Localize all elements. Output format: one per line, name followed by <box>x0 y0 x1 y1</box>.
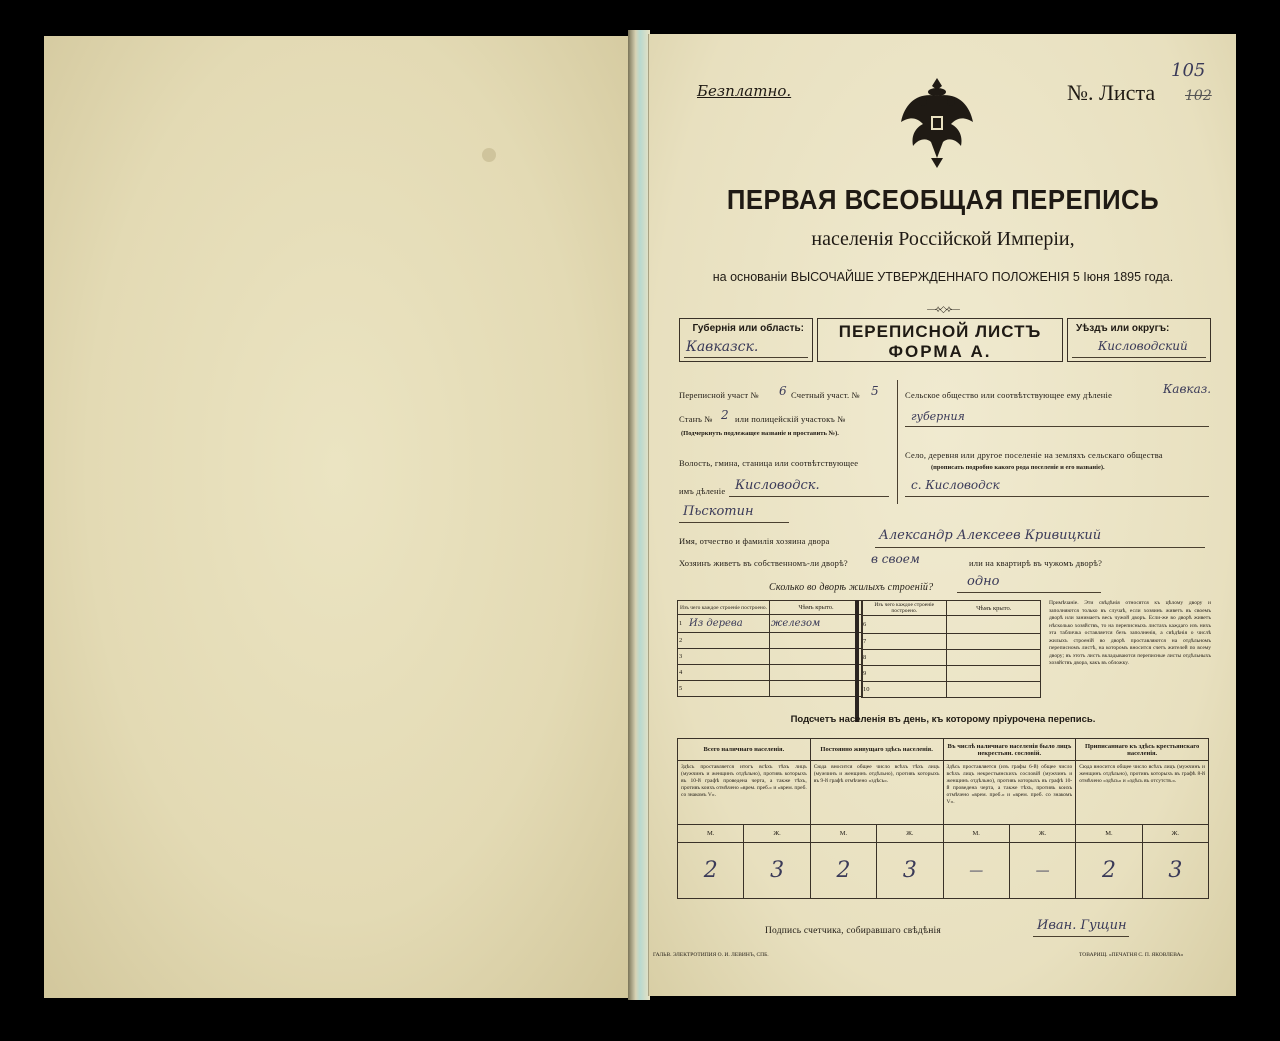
group-title: Въ числѣ наличнаго населенія было лицъ некрестьян. сословій. <box>943 739 1076 761</box>
buildings-table-right <box>861 600 1041 698</box>
free-label: Безплатно. <box>697 82 792 100</box>
sheet-number-struck: 102 <box>1185 88 1212 104</box>
owner-name-value: Александр Алексеев Кривицкий <box>879 528 1102 543</box>
col-roof-header-2: Чѣмъ крыто. <box>947 601 1041 616</box>
owner-name-label: Имя, отчество и фамилія хозяина двора <box>679 536 830 546</box>
imperial-eagle-emblem <box>897 72 977 170</box>
district-value: Кисловодский <box>1098 339 1188 353</box>
sheet-number-label: №. Листа <box>1067 80 1156 105</box>
table-row: 1 Из дерева железом <box>678 615 863 633</box>
police-label: или полицейскій участокъ № <box>735 414 846 424</box>
owner-lives-label: Хозяинъ живетъ въ собственномъ-ли дворѣ? <box>679 558 848 568</box>
female-count: 3 <box>1142 843 1208 899</box>
material-cell: Из дерева <box>688 615 770 633</box>
volost-label: Волость, гмина, станица или соотвѣтствующее <box>679 458 859 468</box>
volost-label-2: имъ дѣленіе <box>679 486 726 496</box>
ornament-divider: —⟡◇⟡— <box>927 304 959 314</box>
group-title: Постоянно живущаго здѣсь населенія. <box>810 739 943 761</box>
printer-right: ТОВАРИЩ. «ПЕЧАТНЯ С. П. ЯКОВЛЕВА» <box>1079 952 1184 958</box>
table-row: 4 <box>678 665 863 681</box>
owner-lives-value: в своем <box>871 552 920 566</box>
group-description: Сюда вносится общее число всѣхъ лицъ (мужчинъ и женщинъ отдѣльно), противъ которыхъ въ графѣ 8-й отмѣчено «здѣсь» и «здѣсь въ отсутств.». <box>1076 761 1209 825</box>
census-section-label: Переписной участ № <box>679 390 759 400</box>
blank-left-page <box>44 36 632 998</box>
society-value: Кавказ. <box>1163 382 1212 396</box>
female-header: Ж. <box>744 825 810 843</box>
table-separator-bar <box>855 600 859 722</box>
male-header: М. <box>678 825 744 843</box>
table-row: 5 <box>678 681 863 697</box>
signature-label: Подпись счетчика, собиравшаго свѣдѣнія <box>765 926 941 936</box>
female-count: 3 <box>744 843 810 899</box>
district-label: Уѣздъ или округъ: <box>1076 323 1170 334</box>
buildings-table-left <box>677 600 863 697</box>
group-description: Здѣсь проставляется итогъ всѣхъ тѣхъ лицъ (мужчинъ и женщинъ отдѣльно), противъ которыхъ въ 10-й графѣ проведена черта, а также тѣхъ, противъ коихъ отмѣчено «врем. преб.» и «врем. преб. со знакомъ V». <box>678 761 811 825</box>
male-count: 2 <box>1076 843 1142 899</box>
male-header: М. <box>943 825 1009 843</box>
stan-label: Станъ № <box>679 414 713 424</box>
province-box <box>679 318 813 362</box>
count-section-label: Счетный участ. № <box>791 390 860 400</box>
female-count: 3 <box>877 843 943 899</box>
buildings-note: Примѣчаніе. Эти свѣдѣнія относятся къ цѣлому двору и заполняются только въ случаѣ, если хозяинъ живетъ въ своемъ дворѣ или занимаетъ весь чужой дворъ. Если-же во дворѣ живетъ нѣсколько хозяйствъ, то на переписныхъ листахъ каждаго изъ нихъ эта табличка оставляется безъ заполненія, а свѣдѣнія о числѣ жилыхъ строеній во дворѣ проставляются на отдѣльномъ переписномъ листѣ, на которомъ вносится счетъ жителей по всему двору; въ этотъ листъ вкладываются переписные листы отдѣльныхъ хозяйствъ двора, какъ въ обложку. <box>1049 600 1211 666</box>
male-count: 2 <box>810 843 876 899</box>
sheet-title: ПЕРЕПИСНОЙ ЛИСТЪ <box>838 322 1042 341</box>
village-value: с. Кисловодск <box>911 478 1000 492</box>
village-note: (прописать подробно какого рода поселеніе и его названіе). <box>931 464 1105 471</box>
female-header: Ж. <box>1009 825 1075 843</box>
census-subtitle: населенія Россійской Имперіи, <box>811 228 1075 250</box>
sheet-number-handwritten: 105 <box>1171 60 1206 81</box>
census-form-page <box>648 34 1236 996</box>
col-roof-header: Чѣмъ крыто. <box>770 601 863 615</box>
group-title: Приписаннаго къ здѣсь крестьянскаго населенія. <box>1076 739 1209 761</box>
volost-value-2: Пьскотин <box>683 504 754 519</box>
male-count: 2 <box>678 843 744 899</box>
book-gutter <box>628 30 650 1000</box>
col-material-header-2: Изъ чего каждое строеніе построено. <box>862 601 947 616</box>
village-label: Село, деревня или другое поселеніе на земляхъ сельскаго общества <box>905 450 1163 460</box>
female-header: Ж. <box>877 825 943 843</box>
group-title: Всего наличнаго населенія. <box>678 739 811 761</box>
census-title: ПЕРВАЯ ВСЕОБЩАЯ ПЕРЕПИСЬ <box>726 184 1160 215</box>
form-title: ФОРМА А. <box>888 342 992 361</box>
district-box <box>1067 318 1211 362</box>
buildings-count-label: Сколько во дворѣ жилыхъ строеній? <box>769 582 934 593</box>
table-row: 9 <box>862 666 1041 682</box>
group-description: Здѣсь проставляется (изъ графы 6-й) общее число всѣхъ лицъ некрестьянскихъ сословій (мужчинъ и женщинъ отдѣльно), противъ которыхъ въ графѣ 10-й проведена черта, а также тѣхъ, противъ коихъ отмѣчено «врем. преб.» и «врем. преб. со знакомъ V». <box>943 761 1076 825</box>
society-value-2: губерния <box>911 410 965 423</box>
sheet-title-box <box>817 318 1063 362</box>
table-row: 7 <box>862 634 1041 650</box>
population-table <box>677 738 1209 899</box>
province-value: Кавказск. <box>686 339 759 355</box>
society-label: Сельское общество или соотвѣтствующее ему дѣленіе <box>905 390 1113 400</box>
table-row: 3 <box>678 649 863 665</box>
buildings-count-value: одно <box>967 574 1000 589</box>
female-count: — <box>1009 843 1075 899</box>
male-count: — <box>943 843 1009 899</box>
table-row: 6 <box>862 616 1041 634</box>
underline-note: (Подчеркнуть подлежащее названіе и проставить №). <box>681 430 839 437</box>
printer-left: ГАЛЬВ. ЭЛЕКТРОТИПИЯ О. И. ЛЕВИНЪ, СПБ. <box>653 952 769 958</box>
col-material-header: Изъ чего каждое строеніе построено. <box>678 601 770 615</box>
count-section-value: 5 <box>871 384 879 398</box>
male-header: М. <box>1076 825 1142 843</box>
stan-value: 2 <box>721 408 729 422</box>
province-label: Губернія или область: <box>692 323 804 334</box>
paper-stain <box>482 148 496 162</box>
female-header: Ж. <box>1142 825 1208 843</box>
table-row: 8 <box>862 650 1041 666</box>
census-basis: на основаніи ВЫСОЧАЙШЕ УТВЕРЖДЕННАГО ПОЛОЖЕНІЯ 5 Іюня 1895 года. <box>712 270 1174 284</box>
table-row: 2 <box>678 633 863 649</box>
population-heading: Подсчетъ населенія въ день, къ которому пріурочена перепись. <box>790 714 1096 725</box>
group-description: Сюда вносится общее число всѣхъ тѣхъ лицъ (мужчинъ и женщинъ отдѣльно), противъ которыхъ въ 9-й графѣ отмѣчено «здѣсь». <box>810 761 943 825</box>
male-header: М. <box>810 825 876 843</box>
census-section-value: 6 <box>779 384 787 398</box>
volost-value: Кисловодск. <box>735 478 820 493</box>
table-row: 10 <box>862 682 1041 698</box>
signature-value: Иван. Гущин <box>1037 918 1127 933</box>
owner-rent-label: или на квартирѣ въ чужомъ дворѣ? <box>969 558 1103 568</box>
roof-cell: железом <box>770 615 863 633</box>
